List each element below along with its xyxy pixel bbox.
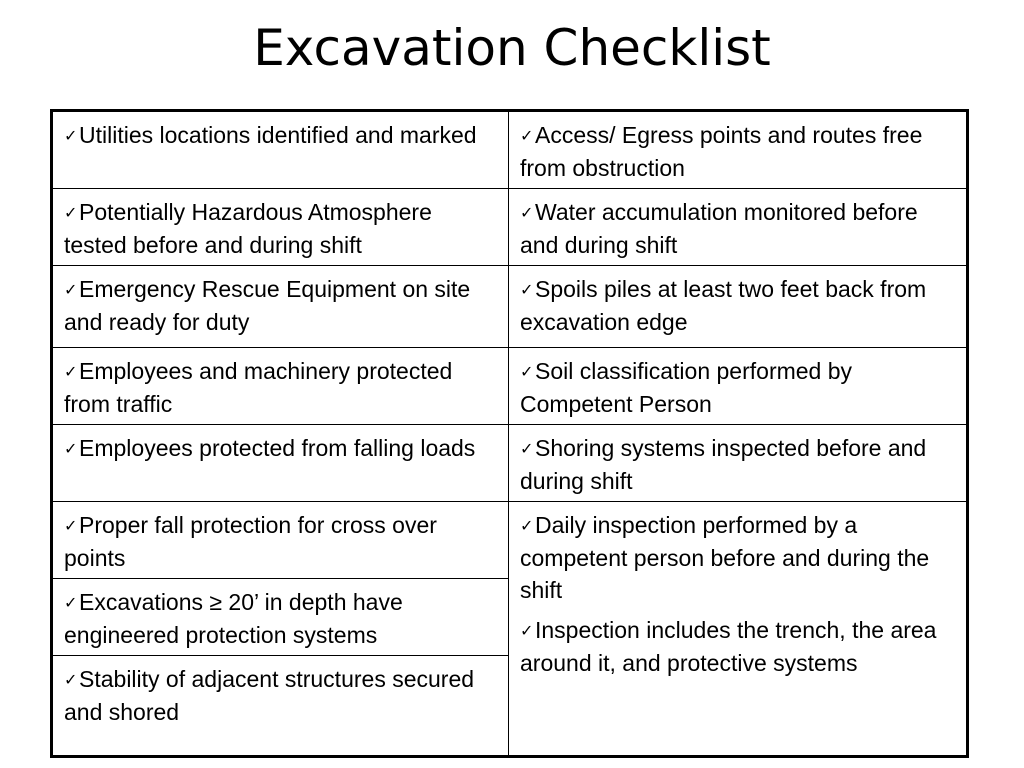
checklist-item	[64, 509, 500, 574]
check-mark-icon: ✓	[64, 203, 78, 222]
checklist-cell	[52, 656, 509, 757]
table-row	[52, 266, 968, 348]
checklist-item	[520, 509, 958, 606]
check-mark-icon: ✓	[64, 439, 78, 458]
item-text: Emergency Rescue Equipment on site and ready for duty	[64, 276, 471, 335]
item-text: Spoils piles at least two feet back from excavation edge	[520, 276, 927, 335]
item-text: Stability of adjacent structures secured and shored	[64, 666, 475, 725]
table-row	[52, 348, 968, 425]
item-text: Utilities locations identified and marked	[79, 122, 477, 148]
item-text: Proper fall protection for cross over points	[64, 512, 437, 571]
page-title: Excavation Checklist	[253, 19, 771, 77]
table-row	[52, 425, 968, 502]
checklist-item	[64, 196, 500, 261]
checklist-cell	[52, 425, 509, 502]
checklist-item	[520, 273, 958, 338]
item-text: Employees protected from falling loads	[79, 435, 476, 461]
checklist-cell	[52, 502, 509, 579]
checklist-cell	[52, 189, 509, 266]
item-text: Employees and machinery protected from traffic	[64, 358, 453, 417]
check-mark-icon: ✓	[64, 362, 78, 381]
checklist-table	[50, 109, 969, 758]
checklist-cell	[52, 579, 509, 656]
table-row	[52, 111, 968, 189]
checklist-item	[64, 355, 500, 420]
checklist-item	[64, 586, 500, 651]
check-mark-icon: ✓	[64, 593, 78, 612]
checklist-cell	[509, 425, 968, 502]
item-text: Soil classification performed by Competent Person	[520, 358, 853, 417]
check-mark-icon: ✓	[64, 516, 78, 535]
checklist-cell	[52, 266, 509, 348]
checklist-item	[64, 273, 500, 338]
check-mark-icon: ✓	[520, 516, 534, 535]
checklist-item	[520, 355, 958, 420]
merged-checklist-cell	[509, 502, 968, 757]
item-text: Potentially Hazardous Atmosphere tested before and during shift	[64, 199, 432, 258]
checklist-item	[520, 119, 958, 184]
checklist-item	[64, 663, 500, 728]
check-mark-icon: ✓	[520, 362, 534, 381]
item-text: Excavations ≥ 20’ in depth have engineered protection systems	[64, 589, 403, 648]
checklist-cell	[509, 189, 968, 266]
item-text: Inspection includes the trench, the area around it, and protective systems	[520, 617, 937, 676]
checklist-item	[520, 432, 958, 497]
checklist-cell	[509, 111, 968, 189]
check-mark-icon: ✓	[520, 621, 534, 640]
table-row	[52, 502, 968, 579]
check-mark-icon: ✓	[520, 280, 534, 299]
check-mark-icon: ✓	[64, 126, 78, 145]
checklist-item	[520, 196, 958, 261]
checklist-item	[64, 432, 500, 465]
item-text: Water accumulation monitored before and during shift	[520, 199, 918, 258]
check-mark-icon: ✓	[520, 203, 534, 222]
checklist-item	[64, 119, 500, 152]
table-row	[52, 189, 968, 266]
checklist-cell	[509, 266, 968, 348]
check-mark-icon: ✓	[64, 280, 78, 299]
check-mark-icon: ✓	[64, 670, 78, 689]
check-mark-icon: ✓	[520, 126, 534, 145]
item-text: Access/ Egress points and routes free from obstruction	[520, 122, 923, 181]
checklist-cell	[509, 348, 968, 425]
checklist-item	[520, 614, 958, 679]
checklist-cell	[52, 111, 509, 189]
check-mark-icon: ✓	[520, 439, 534, 458]
item-text: Daily inspection performed by a competent person before and during the shift	[520, 512, 930, 603]
checklist-cell	[52, 348, 509, 425]
item-text: Shoring systems inspected before and during shift	[520, 435, 927, 494]
